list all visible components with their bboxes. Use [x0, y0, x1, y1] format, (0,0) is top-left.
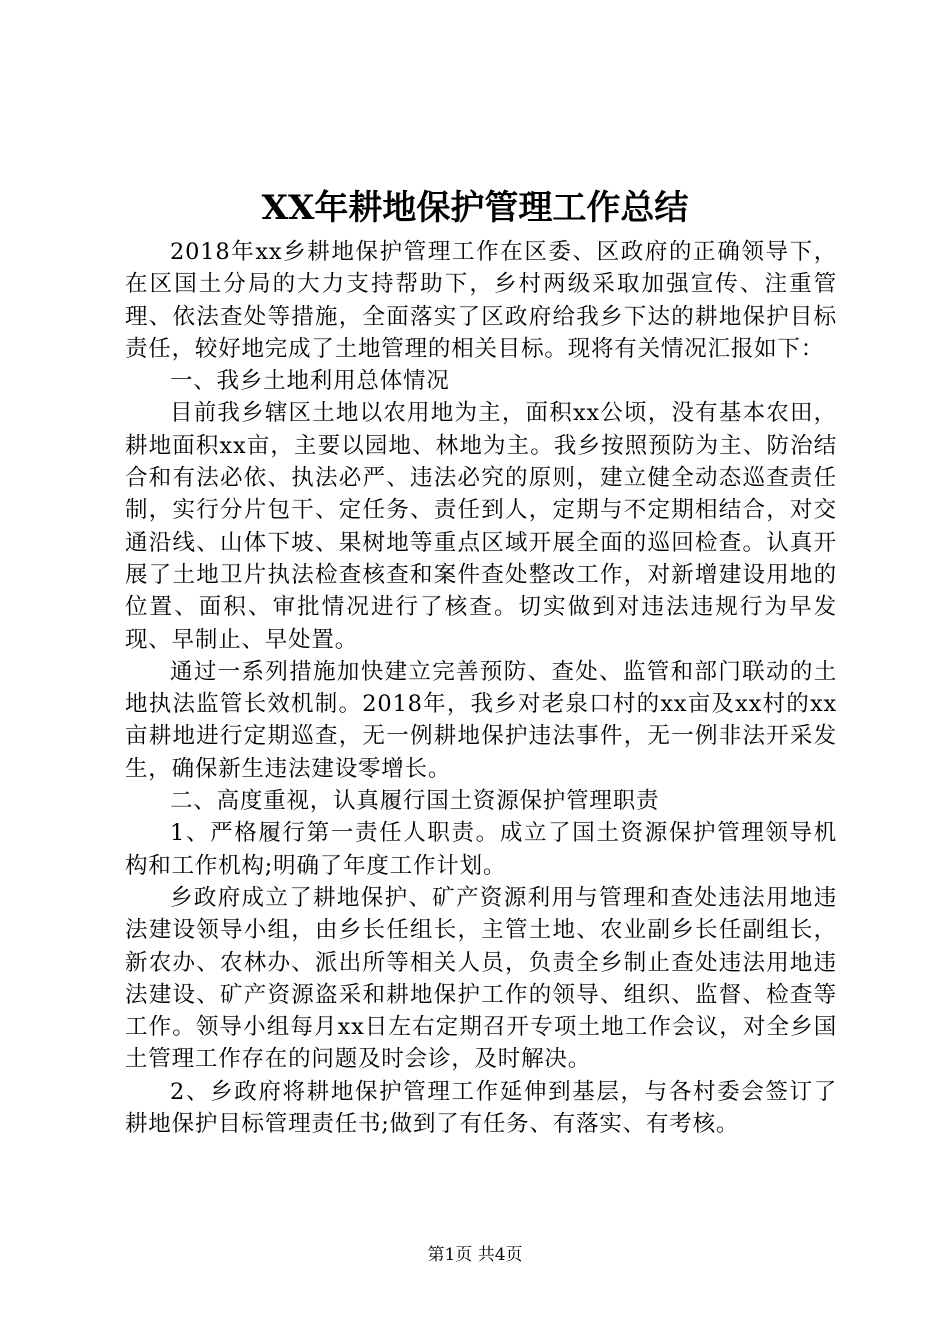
document-body	[125, 236, 837, 1140]
document-title: XX年耕地保护管理工作总结	[261, 188, 689, 228]
section-heading-1: 一、我乡土地利用总体情况	[170, 368, 450, 395]
section-heading-2: 二、高度重视，认真履行国土资源保护管理职责	[170, 788, 660, 815]
paragraph-item-2: 2、乡政府将耕地保护管理工作延伸到基层，与各村委会签订了耕地保护目标管理责任书;做到了有任务、有落实、有考核。	[125, 1078, 837, 1138]
page-number-footer: 第1页 共4页	[427, 1245, 523, 1265]
paragraph-intro: 2018年xx乡耕地保护管理工作在区委、区政府的正确领导下，在区国土分局的大力支持帮助下，乡村两级采取加强宣传、注重管理、依法查处等措施，全面落实了区政府给我乡下达的耕地保护目标责任，较好地完成了土地管理的相关目标。现将有关情况汇报如下：	[125, 239, 837, 362]
paragraph-land-use: 目前我乡辖区土地以农用地为主，面积xx公顷，没有基本农田，耕地面积xx亩，主要以园地、林地为主。我乡按照预防为主、防治结合和有法必依、执法必严、违法必究的原则，建立健全动态巡查责任制，实行分片包干、定任务、责任到人，定期与不定期相结合，对交通沿线、山体下坡、果树地等重点区域开展全面的巡回检查。认真开展了土地卫片执法检查核查和案件查处整改工作，对新增建设用地的位置、面积、审批情况进行了核查。切实做到对违法违规行为早发现、早制止、早处置。	[125, 400, 837, 653]
paragraph-item-1: 1、严格履行第一责任人职责。成立了国土资源保护管理领导机构和工作机构;明确了年度工作计划。	[125, 820, 837, 879]
paragraph-mechanism: 通过一系列措施加快建立完善预防、查处、监管和部门联动的土地执法监管长效机制。2018年，我乡对老泉口村的xx亩及xx村的xx亩耕地进行定期巡查，无一例耕地保护违法事件，无一例非法开采发生，确保新生违法建设零增长。	[125, 658, 837, 782]
paragraph-leadership-group: 乡政府成立了耕地保护、矿产资源利用与管理和查处违法用地违法建设领导小组，由乡长任组长，主管土地、农业副乡长任副组长，新农办、农林办、派出所等相关人员，负责全乡制止查处违法用地违法建设、矿产资源盗采和耕地保护工作的领导、组织、监督、检查等工作。领导小组每月xx日左右定期召开专项土地工作会议，对全乡国土管理工作存在的问题及时会诊，及时解决。	[125, 884, 837, 1073]
